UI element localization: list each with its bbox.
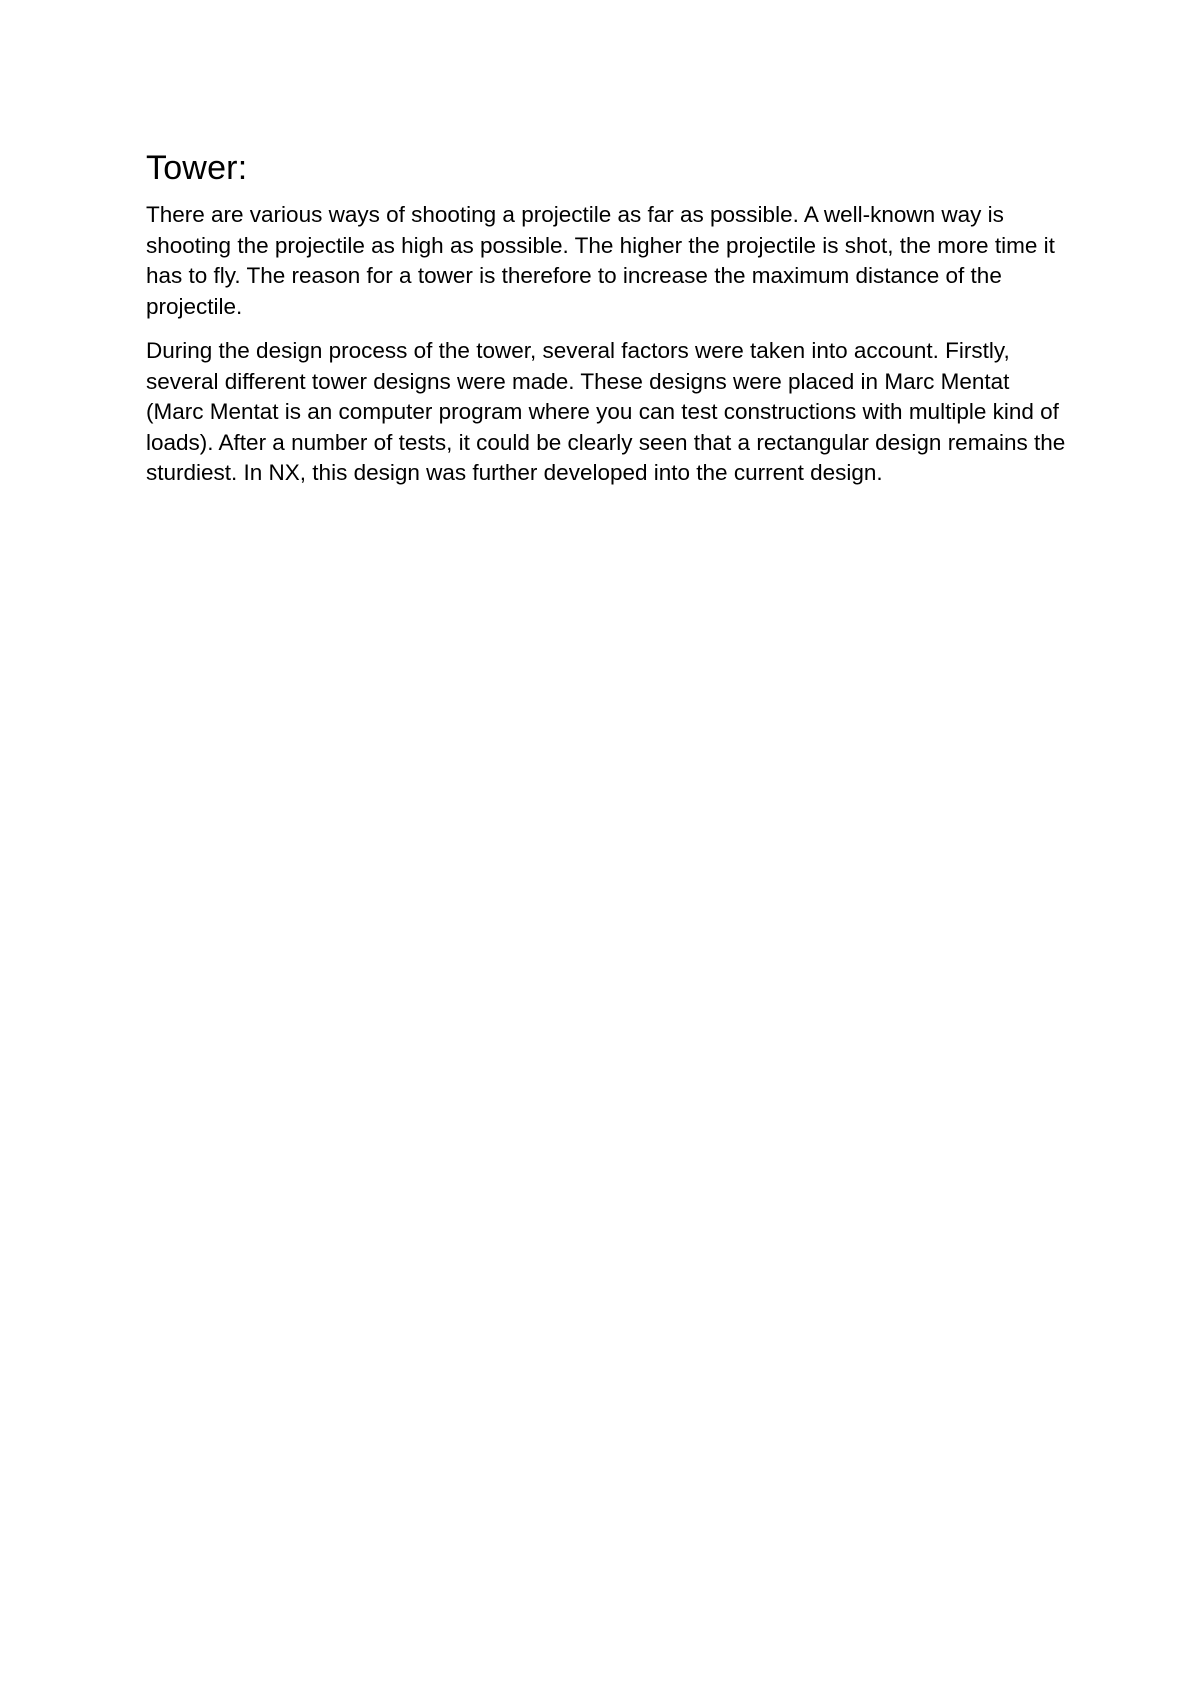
paragraph-intro: There are various ways of shooting a projectile as far as possible. A well-known way is shooting the projectile as high as possible. The higher the projectile is shot, the more time it has to fly. The reason for a tower is therefore to increase the maximum distance of the projectile.	[146, 202, 1055, 319]
paragraph-design-process: During the design process of the tower, several factors were taken into account. Firstly, several different tower designs were made. These designs were placed in Marc Mentat (Marc Mentat is an computer program where you can test constructions with multiple kind of loads). After a number of tests, it could be clearly seen that a rectangular design remains the sturdiest. In NX, this design was further developed into the current design.	[146, 338, 1066, 485]
page-content	[146, 146, 1066, 503]
section-heading: Tower:	[146, 149, 248, 187]
